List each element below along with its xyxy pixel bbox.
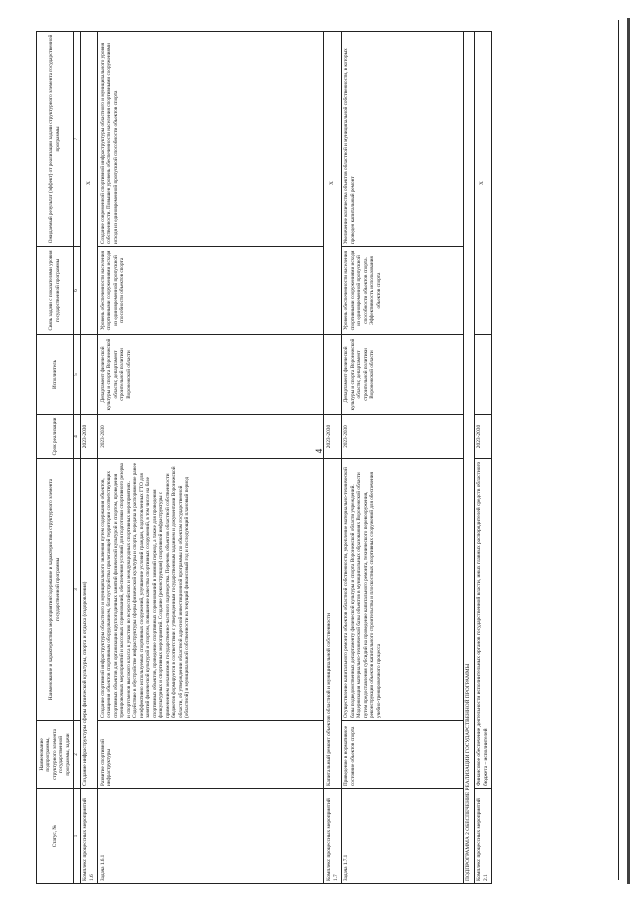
- table-row: [474, 32, 492, 884]
- table-row: [463, 32, 474, 884]
- col-number: 7: [73, 32, 80, 247]
- measure-cell: Создание спортивной инфраструктуры областного и муниципального значения путем содержания объектов, оснащения объектов спортивным оборудованием, благоустройства прилегающей территории соответствующих спортивных объектов для организации круглогодичных занятий физической культурой и спортом, проведения тренировочных мероприятий и массовых соревнований, обеспечения условий для подготовки спортивного резерва и спортсменов высокого класса к участию во всероссийских и международных спортивных мероприятиях. Содействие в обустройстве инфраструктуры сферы физической культуры и спорта, передача в распоряжение ранее неэффективно используемых спортивных сооружений, улучшение условий граждан, подготовленных ГТО для занятий физической культурой и спортом, повышение качества спортивных сооружений, в том числе на базе спортивных объектов, проведение спортивных соревнований в зимний период, а также для проведения физкультурных и спортивных мероприятий. Создание (реконструкция) спортивной инфраструктуры с применением механизмов государственно-частного партнерства. Перечень объектов областной собственности бюджетов формируется в соответствии с утвержденным государственным заданием и документами Воронежской области, об утверждении областной адресной инвестиционной программы по объектам государственной (областной) и муниципальной собственности на текущий финансовый год и последующий плановый период: [98, 459, 324, 721]
- term-cell: 2023-2030: [341, 415, 463, 459]
- term-cell: 2023-2030: [98, 415, 324, 459]
- result-cell: Создание современной спортивной инфраструктуры областного и муниципального уровня собственности. Повышен уровень обеспеченности населения спортивными сооружениями исходя из единовременной пропускной способности объектов спорта: [98, 32, 324, 247]
- x-mark-cell: Х: [80, 32, 98, 335]
- name-cell: Приведение в нормативное состояние объектов спорта: [341, 721, 463, 789]
- header-measure: Наименование и характеристика мероприятия/содержание и характеристика структурного элемента государственной программы: [37, 459, 74, 721]
- status-cell: Комплекс процессных мероприятий 2.1: [474, 789, 492, 884]
- term-cell: 2023-2030: [474, 415, 492, 459]
- scan-edge-mark: [627, 18, 630, 884]
- link-cell: Уровень обеспеченности населения спортивными сооружениями исходя из единовременной пропускной способности объектов спорта: [98, 247, 324, 335]
- header-name: Наименование подпрограммы, структурного элемента государственной программы, задачи: [37, 721, 74, 789]
- col-number: 2: [73, 721, 80, 789]
- table-row: [80, 32, 98, 884]
- measure-cell: Финансовое обеспечение деятельности исполнительных органов государственной власти, иных главных распорядителей средств областного бюджета – исполнителей: [474, 459, 492, 789]
- name-cell: Развитие спортивной инфраструктуры: [98, 721, 324, 789]
- col-number: 5: [73, 335, 80, 415]
- col-number: 3: [73, 459, 80, 721]
- scan-border-line: [618, 20, 619, 880]
- measure-cell: Создание инфраструктуры сферы физической культуры, спорта и отдыха (оздоровления): [80, 459, 98, 789]
- measure-cell: Осуществление капитального ремонта объектов областной собственности, укрепление материально-технической базы подведомственных департаменту физической культуры и спорта Воронежской области учреждений. Модернизация материально-технической базы объектов в муниципальных образованиях Воронежской области путем предоставления субсидий на проведение капитального ремонта, технического перевооружения, реконструкции объектов капитального строительства и плоскостных спортивных сооружений для обеспечения учебно-тренировочного процесса: [341, 459, 463, 721]
- status-cell: Комплекс процессных мероприятий 1.6: [80, 789, 98, 884]
- subprogram-heading: ПОДПРОГРАММА 2 ОБЕСПЕЧЕНИЕ РЕАЛИЗАЦИИ ГОСУДАРСТВЕННОЙ ПРОГРАММЫ: [463, 32, 474, 884]
- executor-cell: [80, 335, 98, 415]
- table-row: [341, 32, 463, 884]
- table-row: [98, 32, 324, 884]
- rotated-table-container: [36, 32, 596, 884]
- status-cell: Задача 1.6.1: [98, 789, 324, 884]
- result-cell: Увеличение количества объектов областной и муниципальной собственности, в которых проведен капитальный ремонт: [341, 32, 463, 247]
- program-table: [36, 31, 492, 884]
- header-status: Статус, №: [37, 789, 74, 884]
- term-cell: 2023-2030: [80, 415, 98, 459]
- status-cell: Комплекс процессных мероприятий 1.7: [324, 789, 342, 884]
- x-mark-cell: Х: [324, 32, 342, 335]
- executor-cell: [324, 335, 342, 415]
- col-number: 6: [73, 247, 80, 335]
- table-row: [324, 32, 342, 884]
- page-number: 4: [314, 448, 324, 454]
- header-term: Срок реализации: [37, 415, 74, 459]
- header-result: Ожидаемый результат (эффект) от реализации задачи структурного элемента государственной программы: [37, 32, 74, 247]
- col-number: 4: [73, 415, 80, 459]
- status-cell: Задача 1.7.1: [341, 789, 463, 884]
- header-link: Связь задачи с показателями уровня государственной программы: [37, 247, 74, 335]
- executor-cell: [474, 335, 492, 415]
- header-row: [37, 32, 74, 884]
- col-number: 1: [73, 789, 80, 884]
- term-cell: 2023-2030: [324, 415, 342, 459]
- executor-cell: Департамент физической культуры и спорта Воронежской области; департамент строительной политики Воронежской области: [98, 335, 324, 415]
- measure-cell: Капитальный ремонт объектов областной и муниципальной собственности: [324, 459, 342, 789]
- column-number-row: [73, 32, 80, 884]
- header-executor: Исполнитель: [37, 335, 74, 415]
- link-cell: Уровень обеспеченности населения спортивными сооружениями исходя из единовременной пропускной способности объектов спорта. Эффективность использования объектов спорта: [341, 247, 463, 335]
- executor-cell: Департамент физической культуры и спорта Воронежской области; департамент строительной политики Воронежской области: [341, 335, 463, 415]
- x-mark-cell: Х: [474, 32, 492, 335]
